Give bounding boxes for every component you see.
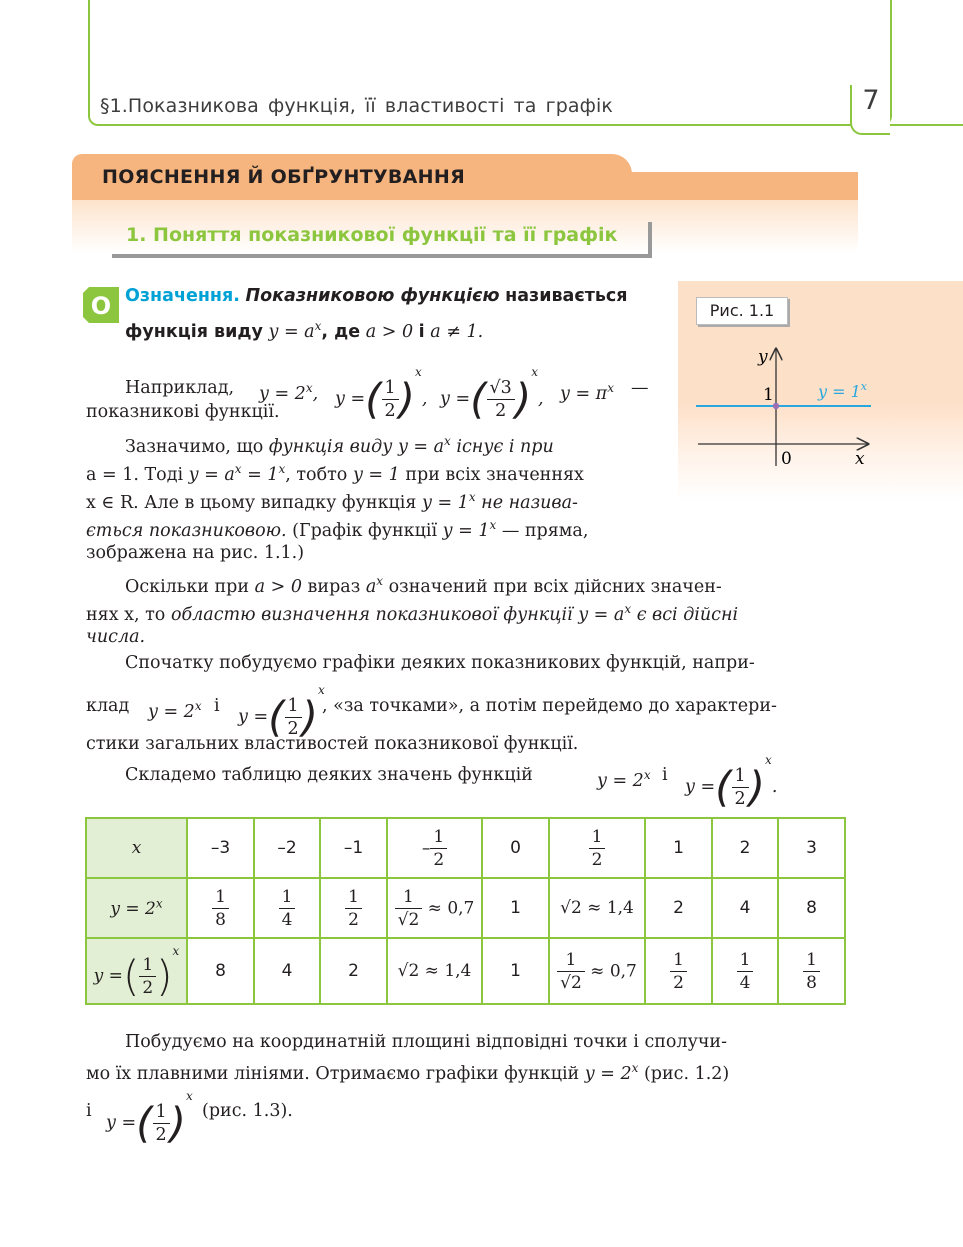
example-fn-3: y =( $\frac{√3}{2}$ )$^x$,: [440, 365, 544, 424]
cell-2x-5: 1: [482, 878, 549, 938]
cell-x-9: 3: [778, 818, 845, 878]
note-formula: $y = a^x$: [397, 434, 451, 457]
example-fn-4: $y = \pi^x$: [560, 381, 614, 404]
cell-2x-8: 4: [712, 878, 778, 938]
cell-2x-2: $\frac{1}{4}$: [254, 878, 320, 938]
definition-cond-text: , де: [321, 321, 361, 342]
svg-text:О: О: [90, 292, 112, 320]
build-l2b: і: [214, 696, 220, 716]
note-l4c: — пряма,: [501, 520, 589, 541]
example-fn-1: $y = 2^x$,: [259, 381, 319, 404]
y-axis-label: y: [758, 347, 768, 367]
definition-cond-2: a ≠ 1.: [430, 321, 484, 342]
origin-label: 0: [781, 449, 792, 469]
cell-hx-4: √2 ≈ 1,4: [387, 938, 482, 1004]
note-l4b: (Графік функції: [292, 520, 438, 541]
cell-2x-9: 8: [778, 878, 845, 938]
example-fn-2: y =( $\frac{1}{2}$ )$^x$,: [335, 365, 428, 424]
final-l2a: мо їх плавними лініями. Отримаємо графіки функцій: [86, 1063, 580, 1084]
cell-2x-3: $\frac{1}{2}$: [320, 878, 387, 938]
line-label: $y = 1^x$: [818, 380, 868, 401]
final-line-1: Побудуємо на координатній площині відповідні точки і сполучи-: [125, 1032, 728, 1052]
cell-x-6: $\frac{1}{2}$: [549, 818, 645, 878]
note-l1a: Зазначимо, що: [125, 436, 264, 457]
cell-x-5: 0: [482, 818, 549, 878]
subsection-title: 1. Поняття показникової функції та її графік: [112, 222, 652, 258]
final-line-3: [86, 1082, 486, 1148]
definition-icon: [83, 287, 119, 323]
example-line-2: показникові функції.: [86, 402, 280, 422]
note-l1b: функція виду: [268, 436, 393, 457]
note-l2a: a = 1. Тоді: [86, 464, 184, 485]
build-fn-2: y =( $\frac{1}{2}$ )$^x$: [238, 683, 325, 742]
build-line-3: стики загальних властивостей показникової функції.: [86, 734, 579, 754]
table-intro-text: Складемо таблицю деяких значень функцій: [125, 765, 533, 785]
table-row-half-x: [86, 938, 845, 1004]
domain-l1a: Оскільки при: [125, 576, 250, 597]
table-intro-fn-2: y =( $\frac{1}{2}$ )$^x$.: [685, 753, 778, 812]
table-row-x: [86, 818, 845, 878]
row-label-half-x: y =( $\frac{1}{2}$ )$^x$: [86, 938, 187, 1004]
example-suffix: —: [631, 378, 649, 398]
domain-line-3: числа.: [86, 627, 146, 647]
build-line-1: Спочатку побудуємо графіки деяких показникових функцій, напри-: [125, 653, 755, 673]
domain-l1d: означений при всіх дійсних значен-: [388, 576, 722, 597]
cell-2x-1: $\frac{1}{8}$: [187, 878, 254, 938]
build-l2a: клад: [86, 696, 130, 716]
cell-x-8: 2: [712, 818, 778, 878]
domain-l2c: є всі дійсні: [636, 604, 739, 625]
cell-x-1: –3: [187, 818, 254, 878]
domain-l1b: a > 0: [254, 576, 302, 597]
cell-x-2: –2: [254, 818, 320, 878]
figure-label: Рис. 1.1: [696, 297, 788, 325]
definition-formula: $y = a^x$: [268, 319, 322, 342]
note-l2-formula: $y = a^x = 1^x$: [188, 462, 286, 485]
note-l2c: y = 1: [352, 464, 400, 485]
cell-hx-7: $\frac{1}{2}$: [645, 938, 712, 1004]
section-band: [72, 154, 858, 200]
example-prefix: Наприклад,: [125, 378, 235, 398]
final-fn-2: y =( $\frac{1}{2}$ )$^x$: [106, 1089, 193, 1148]
cell-hx-2: 4: [254, 938, 320, 1004]
final-l3a: і: [86, 1101, 92, 1121]
header-rule: [890, 124, 963, 126]
cell-2x-6: √2 ≈ 1,4: [549, 878, 645, 938]
note-l3a: x ∈ R. Але в цьому випадку функція: [86, 492, 417, 513]
definition-cond-1: a > 0: [365, 321, 414, 342]
build-l2c: , «за точками», а потім перейдемо до характери-: [322, 696, 777, 716]
table-row-2x: [86, 878, 845, 938]
cell-2x-7: 2: [645, 878, 712, 938]
build-fn-1: $y = 2^x$: [148, 699, 202, 722]
build-line-2: [86, 676, 856, 742]
values-table: [85, 817, 846, 1005]
cell-x-3: –1: [320, 818, 387, 878]
final-l3b: (рис. 1.3).: [202, 1101, 293, 1121]
definition-and: і: [418, 321, 425, 342]
domain-expr: $a^x$: [365, 574, 384, 597]
note-l1c: існує і при: [456, 436, 554, 457]
note-l3-formula: $y = 1^x$: [422, 490, 476, 513]
domain-line-2: [86, 595, 856, 629]
definition-line-2: [125, 312, 655, 346]
final-l2b: (рис. 1.2): [643, 1063, 730, 1084]
cell-hx-9: $\frac{1}{8}$: [778, 938, 845, 1004]
definition-text-2: функція виду: [125, 321, 263, 342]
note-l2d: при всіх значеннях: [405, 464, 584, 485]
domain-l2a: нях x, то: [86, 604, 166, 625]
cell-hx-6: $\frac{1}{√2}$ ≈ 0,7: [549, 938, 645, 1004]
table-intro-and: і: [662, 765, 668, 785]
cell-hx-3: 2: [320, 938, 387, 1004]
table-intro-fn-1: $y = 2^x$: [597, 768, 651, 791]
domain-l1c: вираз: [307, 576, 361, 597]
final-fn-1: $y = 2^x$: [584, 1061, 639, 1084]
cell-x-4: – $\frac{1}{2}$: [387, 818, 482, 878]
x-axis-label: x: [855, 449, 865, 469]
note-line-5: зображена на рис. 1.1.): [86, 543, 305, 563]
page-number: 7: [850, 85, 890, 135]
cell-hx-5: 1: [482, 938, 549, 1004]
running-header: §1.Показникова функція, її властивості та графік: [100, 95, 613, 117]
row-label-2x: $y = 2^x$: [86, 878, 187, 938]
figure-plot: [678, 281, 963, 501]
domain-formula: $y = a^x$: [578, 602, 632, 625]
y-tick-label: 1: [763, 385, 774, 405]
note-l4a: ється показниковою.: [86, 520, 287, 541]
domain-l2b: областю визначення показникової функції: [170, 604, 573, 625]
note-l2b: , тобто: [285, 464, 348, 485]
row-label-x: x: [86, 818, 187, 878]
definition-text-1: називається: [505, 286, 628, 306]
definition-line-1: [125, 282, 655, 310]
cell-x-7: 1: [645, 818, 712, 878]
section-title: ПОЯСНЕННЯ Й ОБҐРУНТУВАННЯ: [102, 166, 466, 188]
cell-hx-1: 8: [187, 938, 254, 1004]
figure-1-1: [678, 281, 963, 501]
cell-2x-4: $\frac{1}{√2}$ ≈ 0,7: [387, 878, 482, 938]
table-intro: [125, 746, 865, 812]
definition-term: Показниковою функцією: [245, 286, 500, 306]
cell-hx-8: $\frac{1}{4}$: [712, 938, 778, 1004]
note-l4-formula: $y = 1^x$: [442, 518, 497, 541]
definition-label: Означення.: [125, 286, 240, 306]
note-l3b: не назива-: [481, 492, 578, 513]
